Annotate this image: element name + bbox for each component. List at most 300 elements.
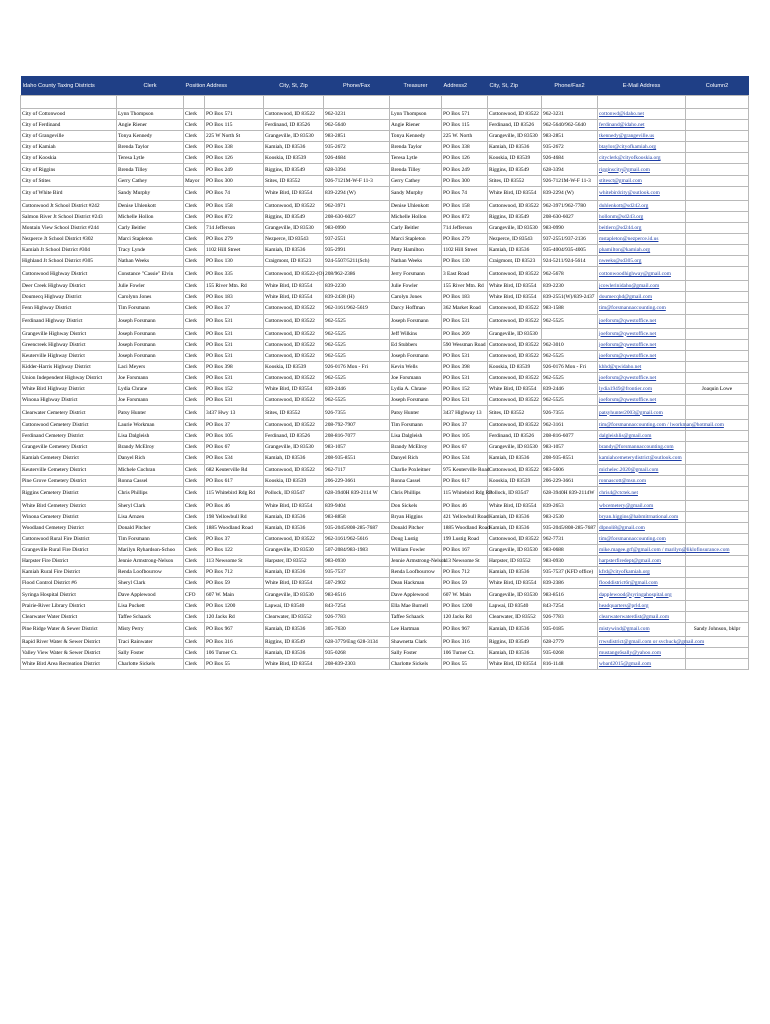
position: Clerk xyxy=(184,256,205,267)
blank-cell xyxy=(686,96,749,109)
city-st-zip-2: Grangeville, ID 83530 xyxy=(488,222,542,233)
clerk-name: Sally Foster xyxy=(117,647,184,658)
phone-fax: 208-792-7907 xyxy=(324,420,390,431)
email-address[interactable]: rrwsdistrict@gmail.com or svchuck@gmail.com xyxy=(598,636,686,647)
district-name: Union Independent Highway District xyxy=(21,372,117,383)
district-name: Cottonwood Jt School District #242 xyxy=(21,200,117,211)
city-st-zip-2: Cottonwood, ID 83522 xyxy=(488,267,542,281)
table-row[interactable] xyxy=(21,464,749,475)
table-row[interactable] xyxy=(21,245,749,256)
district-name: Grangeville Highway District xyxy=(21,328,117,339)
district-name: Kamiah Jt School District #304 xyxy=(21,245,117,256)
address2: PO Box 158 xyxy=(442,200,488,211)
phone-fax-2: 962-5525 xyxy=(542,350,598,361)
city-st-zip-2: Ferdinand, ID 83526 xyxy=(488,120,542,131)
city-st-zip: Ferdinand, ID 83526 xyxy=(264,431,324,442)
address: 3437 Hwy 13 xyxy=(205,406,264,420)
header-treasurer[interactable]: Treasurer xyxy=(390,76,442,96)
table-row[interactable] xyxy=(21,186,749,200)
email-address[interactable]: mstapleton@nezperce.id.us xyxy=(598,233,686,244)
email-address[interactable]: jcowlerinidaho@gmail.com xyxy=(598,281,686,292)
table-row[interactable] xyxy=(21,636,749,647)
position: Clerk xyxy=(184,453,205,464)
phone-fax-2: 924-5211/924-5614 xyxy=(542,256,598,267)
address2: PO Box 269 xyxy=(442,328,488,339)
table-row[interactable] xyxy=(21,350,749,361)
treasurer-name: Ronna Cassel xyxy=(390,475,442,486)
table-row[interactable] xyxy=(21,339,749,350)
treasurer-name: Jerry Forsmann xyxy=(390,267,442,281)
email-address[interactable]: tim@forsmannaccounting.com xyxy=(598,303,686,314)
blank-cell xyxy=(324,96,390,109)
header-position[interactable]: Position xyxy=(184,76,205,96)
phone-fax: 926-7355 xyxy=(324,406,390,420)
position: Clerk xyxy=(184,281,205,292)
phone-fax: 983-2851 xyxy=(324,131,390,142)
treasurer-name: Ed Stubbers xyxy=(390,339,442,350)
email-address[interactable]: brandy@forsmannaccounting.com xyxy=(598,442,686,453)
email-address[interactable]: michelec.2020@gmail.com xyxy=(598,464,686,475)
treasurer-name: Lee Hartman xyxy=(390,622,442,636)
position: Clerk xyxy=(184,578,205,589)
column2-note xyxy=(686,303,749,314)
email-address[interactable]: tim@forsmannaccounting.com / lworkman@hotmail.com xyxy=(598,420,686,431)
city-st-zip: White Bird, ID 83554 xyxy=(264,186,324,200)
city-st-zip-2: Riggins, ID 83549 xyxy=(488,211,542,222)
address2: PO Box 183 xyxy=(442,292,488,303)
address2: 714 Jefferson xyxy=(442,222,488,233)
table-row[interactable] xyxy=(21,600,749,611)
phone-fax-2: 926-7121M-W-F 11-3 xyxy=(542,175,598,186)
email-address[interactable]: hollonm@sd243.org xyxy=(598,211,686,222)
column2-note xyxy=(686,222,749,233)
district-name: Clearwater Water District xyxy=(21,611,117,622)
header-address[interactable]: Address xyxy=(205,76,264,96)
city-st-zip: Clearwater, ID 83552 xyxy=(264,611,324,622)
address: PO Box 531 xyxy=(205,339,264,350)
email-address[interactable]: mike.magee.grf@gmail.com / marilyn@liklofinsurance.com xyxy=(598,545,686,556)
city-st-zip: White Bird, ID 83554 xyxy=(264,292,324,303)
address2: 421 Yellowbull Road xyxy=(442,511,488,522)
city-st-zip: Cottonwood, ID 83522 xyxy=(264,464,324,475)
email-address[interactable]: lydia1949@frontier.com xyxy=(598,383,686,394)
phone-fax: 962-3971 xyxy=(324,200,390,211)
column2-note xyxy=(686,395,749,406)
table-row[interactable] xyxy=(21,395,749,406)
email-address[interactable]: duhlenkott@sd242.org xyxy=(598,200,686,211)
table-row[interactable] xyxy=(21,233,749,244)
city-st-zip: Kamiah, ID 83536 xyxy=(264,511,324,522)
phone-fax: 628-3940H 839-2114 W xyxy=(324,486,390,500)
district-name: Winona Highway District xyxy=(21,395,117,406)
email-address[interactable]: cityclerk@cityofkooskia.org xyxy=(598,153,686,164)
treasurer-name: Charlotte Sickels xyxy=(390,658,442,669)
clerk-name: Denise Uhlenkott xyxy=(117,200,184,211)
city-st-zip-2: Grangeville, ID 83530 xyxy=(488,442,542,453)
treasurer-name: Bryan Higgins xyxy=(390,511,442,522)
column2-note xyxy=(686,281,749,292)
table-row[interactable] xyxy=(21,589,749,600)
table-row[interactable] xyxy=(21,556,749,567)
address: PO Box 183 xyxy=(205,292,264,303)
table-row[interactable] xyxy=(21,383,749,394)
address: PO Box 46 xyxy=(205,500,264,511)
city-st-zip: Cottonwood, ID 83522 xyxy=(264,420,324,431)
address: PO Box 158 xyxy=(205,200,264,211)
column2-note xyxy=(686,328,749,339)
city-st-zip: Grangeville, ID 83530 xyxy=(264,222,324,233)
treasurer-name: Charlie Poxleitner xyxy=(390,464,442,475)
email-address[interactable]: wbcemetery@gmail.com xyxy=(598,500,686,511)
clerk-name: Joseph Forsmann xyxy=(117,350,184,361)
table-row[interactable] xyxy=(21,131,749,142)
phone-fax: 935-2672 xyxy=(324,142,390,153)
district-name: Grangeville Rural Fire District xyxy=(21,545,117,556)
address2: PO Box 152 xyxy=(442,383,488,394)
address2: PO Box 316 xyxy=(442,636,488,647)
phone-fax-2: 962-5525 xyxy=(542,314,598,328)
phone-fax-2: 816-1148 xyxy=(542,658,598,669)
address: 682 Keuterville Rd xyxy=(205,464,264,475)
blank-cell xyxy=(184,96,205,109)
table-row[interactable] xyxy=(21,475,749,486)
table-row[interactable] xyxy=(21,453,749,464)
district-name: Cottonwood Cemetery District xyxy=(21,420,117,431)
header-district[interactable]: Idaho County Taxing Districts xyxy=(21,76,117,96)
address: PO Box 967 xyxy=(205,622,264,636)
position: Clerk xyxy=(184,464,205,475)
address2: 225 W. North xyxy=(442,131,488,142)
email-address[interactable]: headquarters@prld.org xyxy=(598,600,686,611)
phone-fax: 962-5640 xyxy=(324,120,390,131)
treasurer-name: Gerry Cathey xyxy=(390,175,442,186)
table-row[interactable] xyxy=(21,281,749,292)
column2-note xyxy=(686,453,749,464)
position: Clerk xyxy=(184,658,205,669)
city-st-zip: Cottonwood, ID 83522 xyxy=(264,339,324,350)
treasurer-name: Joseph Forsmann xyxy=(390,314,442,328)
email-address[interactable]: nweeks@sd305.org xyxy=(598,256,686,267)
table-row[interactable] xyxy=(21,567,749,578)
city-st-zip: Cottonwood, ID 83522 xyxy=(264,372,324,383)
city-st-zip-2: White Bird, ID 83554 xyxy=(488,500,542,511)
address2: PO Box 55 xyxy=(442,658,488,669)
city-st-zip-2: Cottonwood, ID 83522 xyxy=(488,420,542,431)
clerk-name: Gerry Cathey xyxy=(117,175,184,186)
city-st-zip-2: White Bird, ID 83554 xyxy=(488,383,542,394)
table-row[interactable] xyxy=(21,175,749,186)
table-row[interactable] xyxy=(21,303,749,314)
email-address[interactable]: ronnascott@msn.com xyxy=(598,475,686,486)
email-address[interactable]: beitlerc@sd244.org xyxy=(598,222,686,233)
phone-fax: 926-7121M-W-F 11-3 xyxy=(324,175,390,186)
table-row[interactable] xyxy=(21,420,749,431)
table-row[interactable] xyxy=(21,486,749,500)
position: Clerk xyxy=(184,534,205,545)
clerk-name: Sheryl Clark xyxy=(117,578,184,589)
email-address[interactable]: joeforsm@qwestoffice.net xyxy=(598,350,686,361)
table-row[interactable] xyxy=(21,328,749,339)
address2: PO Box 126 xyxy=(442,153,488,164)
address2: PO Box 300 xyxy=(442,175,488,186)
email-address[interactable]: cottonwoodhighway@gmail.com xyxy=(598,267,686,281)
city-st-zip-2: Cottonwood, ID 83522 xyxy=(488,464,542,475)
email-address[interactable]: flooddistrict6r@gmail.com xyxy=(598,578,686,589)
phone-fax-2: 839-2386 xyxy=(542,578,598,589)
header-address2[interactable]: Address2 xyxy=(442,76,488,96)
phone-fax-2: 839-2230 xyxy=(542,281,598,292)
table-row[interactable] xyxy=(21,372,749,383)
city-st-zip-2: Lapwai, ID 83540 xyxy=(488,600,542,611)
phone-fax-2: 208-816-6077 xyxy=(542,431,598,442)
table-row[interactable] xyxy=(21,611,749,622)
phone-fax: 983-0930 xyxy=(324,556,390,567)
phone-fax-2: 962-5640/962-5640 xyxy=(542,120,598,131)
treasurer-name: Taffee Schaack xyxy=(390,611,442,622)
address: PO Box 279 xyxy=(205,233,264,244)
city-st-zip-2: Kamiah, ID 83536 xyxy=(488,522,542,533)
clerk-name: Misty Perry xyxy=(117,622,184,636)
district-name: White Bird Area Recreation District xyxy=(21,658,117,669)
address2: 3437 Highway 13 xyxy=(442,406,488,420)
table-row[interactable] xyxy=(21,292,749,303)
district-name: Greencreek Highway District xyxy=(21,339,117,350)
address: PO Box 1200 xyxy=(205,600,264,611)
city-st-zip: Stites, ID 83552 xyxy=(264,175,324,186)
treasurer-name: Lydia A. Chrane xyxy=(390,383,442,394)
city-st-zip: White Bird, ID 83554 xyxy=(264,500,324,511)
table-row[interactable] xyxy=(21,120,749,131)
table-row[interactable] xyxy=(21,200,749,211)
email-address[interactable]: phamilton@kamiah.org xyxy=(598,245,686,256)
blank-cell xyxy=(264,96,324,109)
email-address[interactable]: ferdinand@idaho.net xyxy=(598,120,686,131)
clerk-name: Teresa Lytle xyxy=(117,153,184,164)
email-address[interactable]: btaylor@cityofkamiah.org xyxy=(598,142,686,153)
email-address[interactable]: patsyhunter2003@gmail.com xyxy=(598,406,686,420)
clerk-name: Laurie Workman xyxy=(117,420,184,431)
position: Clerk xyxy=(184,292,205,303)
phone-fax-2: 843-7254 xyxy=(542,600,598,611)
table-row[interactable] xyxy=(21,442,749,453)
position: Clerk xyxy=(184,567,205,578)
treasurer-name: Carly Beitler xyxy=(390,222,442,233)
treasurer-name: Shawnetta Clark xyxy=(390,636,442,647)
email-address[interactable]: joeforsm@qwestoffice.net xyxy=(598,339,686,350)
address: PO Box 316 xyxy=(205,636,264,647)
city-st-zip-2: Cottonwood, ID 83522 xyxy=(488,303,542,314)
district-name: Valley View Water & Sewer District xyxy=(21,647,117,658)
city-st-zip: Kamiah, ID 83536 xyxy=(264,142,324,153)
table-row[interactable] xyxy=(21,647,749,658)
email-address[interactable]: tim@forsmannaccounting.com xyxy=(598,534,686,545)
table-row[interactable] xyxy=(21,578,749,589)
city-st-zip: White Bird, ID 83554 xyxy=(264,658,324,669)
table-row[interactable] xyxy=(21,406,749,420)
email-address[interactable]: tkennedy@grangeville.us xyxy=(598,131,686,142)
column2-note xyxy=(686,589,749,600)
city-st-zip-2: White Bird, ID 83554 xyxy=(488,578,542,589)
email-address[interactable]: dlpnoli8@gmail.com xyxy=(598,522,686,533)
city-st-zip-2: Grangeville, ID 83530 xyxy=(488,545,542,556)
city-st-zip: Stites, ID 83552 xyxy=(264,406,324,420)
district-name: Harpster Fire District xyxy=(21,556,117,567)
position: Clerk xyxy=(184,406,205,420)
email-address[interactable]: bryan.higgins@habmitrnational.com xyxy=(598,511,686,522)
city-st-zip-2: Cottonwood, ID 83522 xyxy=(488,395,542,406)
email-address[interactable]: stitesct@gmail.com xyxy=(598,175,686,186)
header-city-st-zip-2[interactable]: City, St, Zip xyxy=(488,76,542,96)
email-address[interactable]: joeforsm@qwestoffice.net xyxy=(598,395,686,406)
district-name: Ferdinand Highway District xyxy=(21,314,117,328)
city-st-zip: Grangeville, ID 83530 xyxy=(264,131,324,142)
address2: PO Box 46 xyxy=(442,500,488,511)
address2: PO Box 398 xyxy=(442,361,488,372)
address2: 362 Market Road xyxy=(442,303,488,314)
clerk-name: Chris Phillips xyxy=(117,486,184,500)
clerk-name: Tonya Kennedy xyxy=(117,131,184,142)
city-st-zip-2: Ferdinand, ID 83526 xyxy=(488,431,542,442)
position: Clerk xyxy=(184,314,205,328)
table-row[interactable] xyxy=(21,522,749,533)
email-address[interactable]: joeforsm@qwestoffice.net xyxy=(598,314,686,328)
table-row[interactable] xyxy=(21,622,749,636)
city-st-zip: Riggins, ID 83549 xyxy=(264,164,324,175)
city-st-zip-2: Kamiah, ID 83536 xyxy=(488,453,542,464)
email-address[interactable]: rigginscity@gmail.com xyxy=(598,164,686,175)
column2-note xyxy=(686,267,749,281)
position: Clerk xyxy=(184,120,205,131)
header-city-st-zip[interactable]: City, St, Zip xyxy=(264,76,324,96)
city-st-zip: Harpster, ID 83552 xyxy=(264,556,324,567)
column2-note xyxy=(686,522,749,533)
email-address[interactable]: chris4@ctctek.net xyxy=(598,486,686,500)
table-row[interactable] xyxy=(21,211,749,222)
address2: PO Box 249 xyxy=(442,164,488,175)
email-address[interactable]: khhd@qwidaho.net xyxy=(598,361,686,372)
position: CFO xyxy=(184,589,205,600)
district-name: Doumecq Highway District xyxy=(21,292,117,303)
table-row[interactable] xyxy=(21,511,749,522)
table-row[interactable] xyxy=(21,534,749,545)
clerk-name: Lydia Chrane xyxy=(117,383,184,394)
city-st-zip-2: Cottonwood, ID 83522 xyxy=(488,534,542,545)
city-st-zip: Cottonwood, ID 83522 xyxy=(264,328,324,339)
treasurer-name: Renda Loofbourrow xyxy=(390,567,442,578)
header-column2[interactable]: Column2 xyxy=(686,76,749,96)
district-name: Winona Cemetery District xyxy=(21,511,117,522)
table-row[interactable] xyxy=(21,500,749,511)
phone-fax-2: 935-2672 xyxy=(542,142,598,153)
clerk-name: Brenda Taylor xyxy=(117,142,184,153)
email-address[interactable]: dalgleishlis@gmail.com xyxy=(598,431,686,442)
table-row[interactable] xyxy=(21,222,749,233)
email-address[interactable]: doumecqhd@gmail.com xyxy=(598,292,686,303)
treasurer-name: Ella Mae Burnell xyxy=(390,600,442,611)
email-address[interactable]: kamiahcemeterydistrict@outlook.com xyxy=(598,453,686,464)
header-row xyxy=(21,76,749,96)
position: Clerk xyxy=(184,372,205,383)
column2-note xyxy=(686,131,749,142)
header-clerk[interactable]: Clerk xyxy=(117,76,184,96)
address2: 199 Lustig Road xyxy=(442,534,488,545)
treasurer-name: Patsy Hunter xyxy=(390,406,442,420)
table-row[interactable] xyxy=(21,658,749,669)
clerk-name: Lynn Thompson xyxy=(117,109,184,120)
email-address[interactable]: wbard2015@gmail.com xyxy=(598,658,686,669)
table-row[interactable] xyxy=(21,109,749,120)
table-row[interactable] xyxy=(21,164,749,175)
address2: PO Box 531 xyxy=(442,314,488,328)
position: Clerk xyxy=(184,131,205,142)
email-address[interactable]: kfrd@cityofkamiah.org xyxy=(598,567,686,578)
email-address[interactable]: mistywind@gmail.com xyxy=(598,622,686,636)
city-st-zip-2: Cottonwood, ID 83522 xyxy=(488,350,542,361)
email-address[interactable]: dapplewood@syringahospital.org xyxy=(598,589,686,600)
position: Clerk xyxy=(184,350,205,361)
city-st-zip-2: Nezperce, ID 83543 xyxy=(488,233,542,244)
table-row[interactable] xyxy=(21,256,749,267)
table-row[interactable] xyxy=(21,314,749,328)
clerk-name: Traci Rainwater xyxy=(117,636,184,647)
header-phone-fax-2[interactable]: Phone/Fax2 xyxy=(542,76,598,96)
city-st-zip-2: Cottonwood, ID 83522 xyxy=(488,200,542,211)
address: PO Box 531 xyxy=(205,350,264,361)
email-address[interactable]: cottonwd@idaho.net xyxy=(598,109,686,120)
header-email[interactable]: E-Mail Address xyxy=(598,76,686,96)
city-st-zip-2: Grangeville, ID 83530 xyxy=(488,328,542,339)
column2-note xyxy=(686,142,749,153)
email-address[interactable]: joeforsm@qwestoffice.net xyxy=(598,372,686,383)
position: Clerk xyxy=(184,500,205,511)
email-address[interactable]: mustangs6sally@yahoo.com xyxy=(598,647,686,658)
city-st-zip-2: Kamiah, ID 83536 xyxy=(488,245,542,256)
table-row[interactable] xyxy=(21,142,749,153)
city-st-zip-2: Kamiah, ID 83536 xyxy=(488,622,542,636)
city-st-zip: White Bird, ID 83554 xyxy=(264,383,324,394)
column2-note xyxy=(686,556,749,567)
header-phone-fax[interactable]: Phone/Fax xyxy=(324,76,390,96)
city-st-zip: Kamiah, ID 83536 xyxy=(264,647,324,658)
email-address[interactable]: clearwaterwaterdist@gmail.com xyxy=(598,611,686,622)
table-row[interactable] xyxy=(21,361,749,372)
district-name: City of Grangeville xyxy=(21,131,117,142)
phone-fax-2: 962-3161 xyxy=(542,420,598,431)
address2: 120 Jacks Rd xyxy=(442,611,488,622)
table-row[interactable] xyxy=(21,267,749,281)
email-address[interactable]: joeforsm@qwestoffice.net xyxy=(598,328,686,339)
phone-fax-2: 962-5525 xyxy=(542,372,598,383)
treasurer-name: Julie Fowler xyxy=(390,281,442,292)
email-address[interactable]: harpsterfiredept@gmail.com xyxy=(598,556,686,567)
city-st-zip: Riggins, ID 83549 xyxy=(264,211,324,222)
address2: PO Box 617 xyxy=(442,475,488,486)
column2-note xyxy=(686,233,749,244)
table-row[interactable] xyxy=(21,431,749,442)
column2-note xyxy=(686,211,749,222)
treasurer-name: Teresa Lytle xyxy=(390,153,442,164)
email-address[interactable]: whitebirdcity@outlook.com xyxy=(598,186,686,200)
table-row[interactable] xyxy=(21,153,749,164)
clerk-name: Lisa Puckett xyxy=(117,600,184,611)
clerk-name: Tracy Lynde xyxy=(117,245,184,256)
city-st-zip: Kooskia, ID 83539 xyxy=(264,153,324,164)
treasurer-name: Nathan Weeks xyxy=(390,256,442,267)
table-row[interactable] xyxy=(21,545,749,556)
treasurer-name: Jeff Wilkins xyxy=(390,328,442,339)
address2: PO Box 74 xyxy=(442,186,488,200)
city-st-zip-2: Riggins, ID 83549 xyxy=(488,164,542,175)
